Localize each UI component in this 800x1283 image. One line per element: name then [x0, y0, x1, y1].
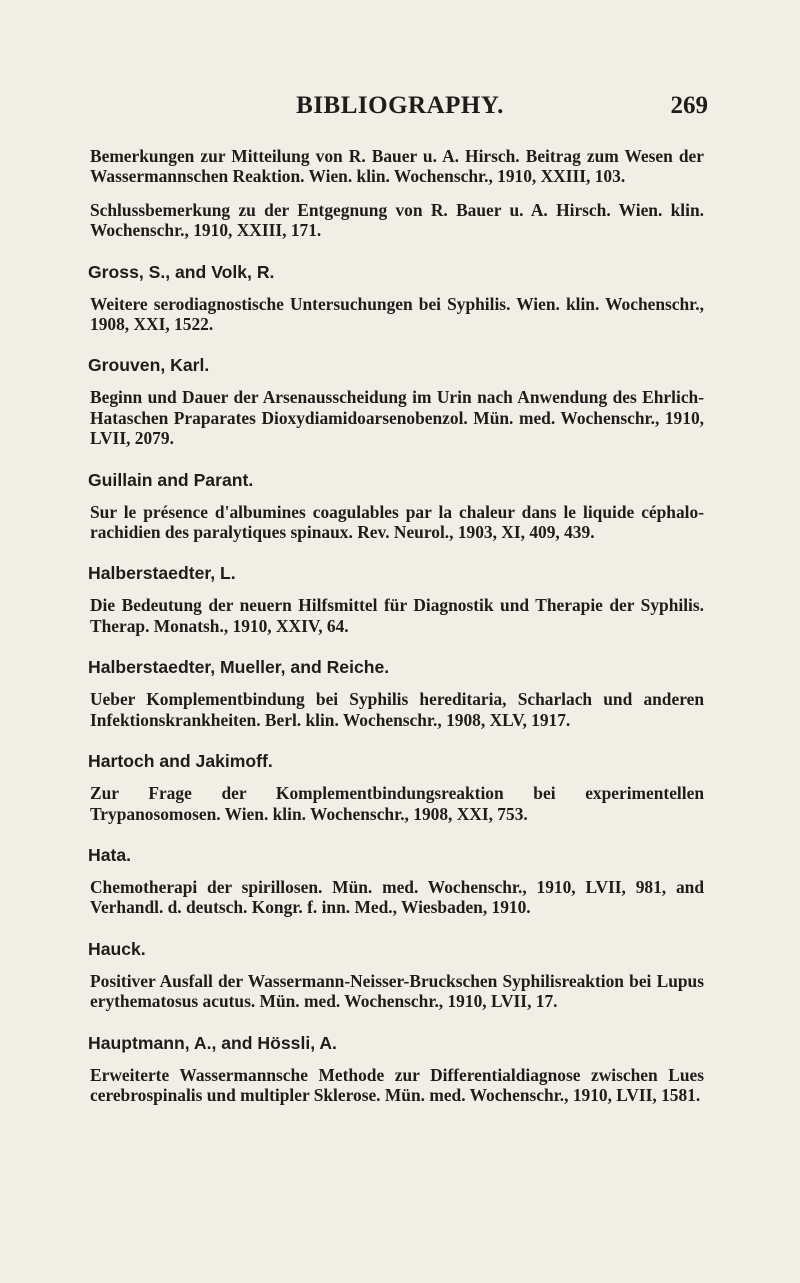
- reference-text: Ueber Komplementbindung bei Syphilis hereditaria, Scharlach und anderen Infektionskrankheiten. Berl. klin. Wochenschr., 1908, XLV, 1917.: [90, 689, 704, 730]
- reference-text: Beginn und Dauer der Arsenausscheidung im Urin nach Anwendung des Ehrlich-Hataschen Praparates Dioxydiamidoarsenobenzol. Mün. med. Wochenschr., 1910, LVII, 2079.: [90, 387, 704, 449]
- bibliography-entry: [90, 845, 704, 918]
- reference-text: Chemotherapi der spirillosen. Mün. med. Wochenschr., 1910, LVII, 981, and Verhandl. d. deutsch. Kongr. f. inn. Med., Wiesbaden, 1910.: [90, 876, 704, 918]
- author-heading: Hartoch and Jakimoff.: [88, 751, 273, 772]
- reference-text: Erweiterte Wassermannsche Methode zur Differentialdiagnose zwischen Lues cerebrospinalis und multipler Sklerose. Mün. med. Wochenschr., 1910, LVII, 1581.: [90, 1064, 704, 1105]
- author-heading: Halberstaedter, Mueller, and Reiche.: [88, 657, 390, 678]
- bibliography-entry: [90, 1033, 704, 1106]
- author-heading: Grouven, Karl.: [88, 355, 210, 376]
- reference-text: Zur Frage der Komplementbindungsreaktion bei experimentellen Trypanosomosen. Wien. klin. Wochenschr., 1908, XXI, 753.: [90, 783, 704, 824]
- reference-text: Schlussbemerkung zu der Entgegnung von R. Bauer u. A. Hirsch. Wien. klin. Wochenschr., 1910, XXIII, 171.: [90, 199, 704, 241]
- bibliography-entry: [90, 657, 704, 730]
- reference-text: Die Bedeutung der neuern Hilfsmittel für Diagnostik und Therapie der Syphilis. Therap. Monatsh., 1910, XXIV, 64.: [90, 595, 704, 636]
- reference-text: Positiver Ausfall der Wassermann-Neisser-Bruckschen Syphilisreaktion bei Lupus erythematosus acutus. Mün. med. Wochenschr., 1910, LVII, 17.: [90, 970, 704, 1012]
- bibliography-entry: [90, 563, 704, 636]
- author-heading: Hata.: [88, 844, 132, 865]
- reference-text: Sur le présence d'albumines coagulables par la chaleur dans le liquide céphalo-rachidien des paralytiques spinaux. Rev. Neurol., 1903, XI, 409, 439.: [90, 501, 704, 543]
- bibliography-entry: [90, 470, 704, 543]
- running-head: [92, 92, 708, 122]
- bibliography-entry: [90, 939, 704, 1012]
- page-title: BIBLIOGRAPHY.: [296, 92, 504, 119]
- reference-text: Bemerkungen zur Mitteilung von R. Bauer u. A. Hirsch. Beitrag zum Wesen der Wassermannschen Reaktion. Wien. klin. Wochenschr., 1910, XXIII, 103.: [90, 146, 704, 187]
- bibliography-list: [90, 146, 704, 1118]
- author-heading: Guillain and Parant.: [88, 469, 254, 490]
- author-heading: Hauck.: [88, 938, 146, 959]
- author-heading: Gross, S., and Volk, R.: [88, 261, 275, 282]
- page-number: 269: [670, 92, 708, 119]
- reference-text: Weitere serodiagnostische Untersuchungen bei Syphilis. Wien. klin. Wochenschr., 1908, XXI, 1522.: [90, 293, 704, 335]
- author-heading: Halberstaedter, L.: [88, 563, 236, 584]
- bibliography-entry: [90, 355, 704, 448]
- bibliography-entry: [90, 751, 704, 824]
- bibliography-entry: [90, 146, 704, 241]
- bibliography-entry: [90, 262, 704, 335]
- author-heading: Hauptmann, A., and Hössli, A.: [88, 1032, 337, 1053]
